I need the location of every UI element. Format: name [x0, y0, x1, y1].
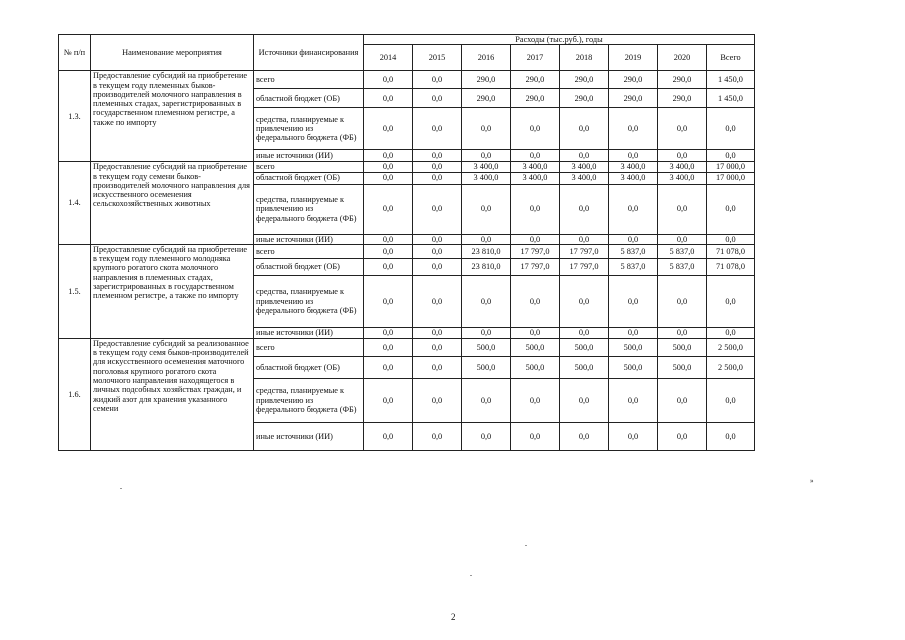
year-value: 0,0 [413, 244, 462, 258]
year-value: 0,0 [413, 258, 462, 275]
year-value: 0,0 [609, 327, 658, 338]
total-value: 0,0 [707, 275, 755, 327]
year-value: 0,0 [413, 108, 462, 150]
year-value: 500,0 [560, 356, 609, 378]
year-value: 0,0 [609, 234, 658, 244]
total-value: 1 450,0 [707, 89, 755, 108]
header-year: 2018 [560, 45, 609, 71]
year-value: 0,0 [658, 327, 707, 338]
year-value: 0,0 [413, 356, 462, 378]
funding-source: средства, планируемые к привлечению из федерального бюджета (ФБ) [254, 378, 364, 422]
year-value: 0,0 [658, 422, 707, 450]
page-number: 2 [451, 612, 456, 622]
funding-source: иные источники (ИИ) [254, 234, 364, 244]
total-value: 2 500,0 [707, 338, 755, 356]
year-value: 3 400,0 [609, 162, 658, 172]
scan-speck [120, 488, 122, 489]
total-value: 71 078,0 [707, 258, 755, 275]
funding-source: средства, планируемые к привлечению из федерального бюджета (ФБ) [254, 184, 364, 234]
year-value: 0,0 [413, 422, 462, 450]
year-value: 0,0 [413, 378, 462, 422]
year-value: 5 837,0 [609, 244, 658, 258]
table-row [59, 338, 755, 356]
year-value: 500,0 [658, 356, 707, 378]
funding-source: иные источники (ИИ) [254, 327, 364, 338]
budget-table [58, 34, 755, 451]
year-value: 500,0 [511, 356, 560, 378]
year-value: 0,0 [364, 244, 413, 258]
year-value: 17 797,0 [560, 244, 609, 258]
year-value: 0,0 [560, 378, 609, 422]
table-row [59, 71, 755, 89]
year-value: 0,0 [511, 327, 560, 338]
year-value: 0,0 [364, 258, 413, 275]
scan-speck [470, 575, 472, 576]
year-value: 17 797,0 [511, 244, 560, 258]
year-value: 0,0 [364, 275, 413, 327]
year-value: 0,0 [511, 234, 560, 244]
header-year: 2016 [462, 45, 511, 71]
header-year: 2020 [658, 45, 707, 71]
year-value: 500,0 [560, 338, 609, 356]
item-name: Предоставление субсидий на приобретение в текущем году семени быков-производителей молочного направления для искусственного осеменения сельскохозяйственных животных [91, 162, 254, 245]
funding-source: всего [254, 244, 364, 258]
year-value: 0,0 [364, 71, 413, 89]
total-value: 0,0 [707, 378, 755, 422]
header-source: Источники финансирования [254, 35, 364, 71]
year-value: 0,0 [462, 378, 511, 422]
year-value: 0,0 [658, 108, 707, 150]
year-value: 3 400,0 [462, 162, 511, 172]
year-value: 23 810,0 [462, 258, 511, 275]
year-value: 0,0 [609, 150, 658, 162]
year-value: 0,0 [364, 327, 413, 338]
year-value: 17 797,0 [560, 258, 609, 275]
year-value: 0,0 [413, 327, 462, 338]
year-value: 0,0 [364, 162, 413, 172]
year-value: 0,0 [658, 378, 707, 422]
year-value: 290,0 [658, 71, 707, 89]
total-value: 17 000,0 [707, 172, 755, 184]
funding-source: всего [254, 338, 364, 356]
year-value: 0,0 [413, 71, 462, 89]
year-value: 0,0 [462, 327, 511, 338]
funding-source: областной бюджет (ОБ) [254, 172, 364, 184]
year-value: 5 837,0 [609, 258, 658, 275]
funding-source: средства, планируемые к привлечению из федерального бюджета (ФБ) [254, 275, 364, 327]
year-value: 0,0 [560, 108, 609, 150]
year-value: 0,0 [462, 150, 511, 162]
total-value: 0,0 [707, 234, 755, 244]
total-value: 0,0 [707, 150, 755, 162]
year-value: 0,0 [364, 108, 413, 150]
year-value: 0,0 [511, 422, 560, 450]
funding-source: областной бюджет (ОБ) [254, 258, 364, 275]
header-name: Наименование мероприятия [91, 35, 254, 71]
year-value: 500,0 [462, 356, 511, 378]
year-value: 500,0 [462, 338, 511, 356]
header-year: 2017 [511, 45, 560, 71]
header-total: Всего [707, 45, 755, 71]
year-value: 0,0 [364, 378, 413, 422]
year-value: 0,0 [511, 150, 560, 162]
header-expenses: Расходы (тыс.руб.), годы [364, 35, 755, 45]
year-value: 500,0 [609, 338, 658, 356]
year-value: 0,0 [462, 184, 511, 234]
table-row [59, 244, 755, 258]
year-value: 0,0 [560, 150, 609, 162]
year-value: 0,0 [658, 184, 707, 234]
year-value: 3 400,0 [560, 162, 609, 172]
year-value: 0,0 [462, 422, 511, 450]
year-value: 290,0 [511, 71, 560, 89]
year-value: 0,0 [364, 422, 413, 450]
total-value: 0,0 [707, 108, 755, 150]
year-value: 0,0 [609, 108, 658, 150]
total-value: 1 450,0 [707, 71, 755, 89]
side-mark: » [810, 477, 814, 485]
funding-source: иные источники (ИИ) [254, 150, 364, 162]
item-number: 1.6. [59, 338, 91, 450]
header-year: 2014 [364, 45, 413, 71]
total-value: 0,0 [707, 184, 755, 234]
header-year: 2015 [413, 45, 462, 71]
year-value: 5 837,0 [658, 244, 707, 258]
item-number: 1.4. [59, 162, 91, 245]
year-value: 0,0 [609, 422, 658, 450]
year-value: 0,0 [511, 378, 560, 422]
year-value: 0,0 [364, 234, 413, 244]
year-value: 17 797,0 [511, 258, 560, 275]
year-value: 0,0 [364, 338, 413, 356]
year-value: 3 400,0 [658, 162, 707, 172]
year-value: 0,0 [364, 184, 413, 234]
year-value: 3 400,0 [511, 162, 560, 172]
item-number: 1.5. [59, 244, 91, 338]
funding-source: областной бюджет (ОБ) [254, 356, 364, 378]
item-name: Предоставление субсидий на приобретение в текущем году племенных быков-производителей молочного направления в племенных стадах, зарегистрированных в государственном племенном регистре, а также по импорту [91, 71, 254, 162]
total-value: 0,0 [707, 422, 755, 450]
scan-speck [525, 545, 527, 546]
year-value: 290,0 [462, 71, 511, 89]
year-value: 0,0 [364, 172, 413, 184]
year-value: 0,0 [658, 275, 707, 327]
year-value: 0,0 [511, 275, 560, 327]
year-value: 0,0 [560, 184, 609, 234]
year-value: 0,0 [462, 108, 511, 150]
header-num: № п/п [59, 35, 91, 71]
year-value: 0,0 [560, 422, 609, 450]
year-value: 290,0 [658, 89, 707, 108]
year-value: 23 810,0 [462, 244, 511, 258]
year-value: 3 400,0 [511, 172, 560, 184]
table-row [59, 162, 755, 172]
funding-source: всего [254, 162, 364, 172]
year-value: 0,0 [511, 184, 560, 234]
total-value: 17 000,0 [707, 162, 755, 172]
year-value: 3 400,0 [462, 172, 511, 184]
total-value: 71 078,0 [707, 244, 755, 258]
item-name: Предоставление субсидий на приобретение в текущем году племенного молодняка крупного рогатого скота молочного направления в племенных стадах, зарегистрированных в государственном племенном регистре, а также по импорту [91, 244, 254, 338]
funding-source: иные источники (ИИ) [254, 422, 364, 450]
total-value: 2 500,0 [707, 356, 755, 378]
year-value: 290,0 [609, 71, 658, 89]
year-value: 0,0 [609, 184, 658, 234]
year-value: 0,0 [413, 162, 462, 172]
year-value: 0,0 [364, 150, 413, 162]
item-name: Предоставление субсидий за реализованное в текущем году семя быков-производителей для искусственного осеменения маточного поголовья крупного рогатого скота молочного направления находящегося в личных подсобных хозяйствах граждан, и жидкий азот для хранения указанного семени [91, 338, 254, 450]
year-value: 0,0 [364, 356, 413, 378]
year-value: 3 400,0 [609, 172, 658, 184]
year-value: 3 400,0 [560, 172, 609, 184]
year-value: 0,0 [560, 275, 609, 327]
year-value: 0,0 [364, 89, 413, 108]
year-value: 500,0 [609, 356, 658, 378]
year-value: 0,0 [413, 338, 462, 356]
year-value: 0,0 [658, 234, 707, 244]
year-value: 0,0 [413, 150, 462, 162]
year-value: 0,0 [413, 275, 462, 327]
year-value: 500,0 [658, 338, 707, 356]
year-value: 0,0 [609, 275, 658, 327]
year-value: 0,0 [462, 234, 511, 244]
item-number: 1.3. [59, 71, 91, 162]
funding-source: областной бюджет (ОБ) [254, 89, 364, 108]
year-value: 500,0 [511, 338, 560, 356]
year-value: 0,0 [413, 184, 462, 234]
year-value: 290,0 [560, 89, 609, 108]
year-value: 0,0 [658, 150, 707, 162]
total-value: 0,0 [707, 327, 755, 338]
year-value: 290,0 [560, 71, 609, 89]
funding-source: всего [254, 71, 364, 89]
year-value: 3 400,0 [658, 172, 707, 184]
year-value: 0,0 [413, 234, 462, 244]
header-year: 2019 [609, 45, 658, 71]
year-value: 0,0 [560, 327, 609, 338]
year-value: 5 837,0 [658, 258, 707, 275]
year-value: 290,0 [609, 89, 658, 108]
year-value: 0,0 [609, 378, 658, 422]
year-value: 0,0 [511, 108, 560, 150]
year-value: 0,0 [462, 275, 511, 327]
year-value: 0,0 [560, 234, 609, 244]
year-value: 290,0 [462, 89, 511, 108]
year-value: 0,0 [413, 89, 462, 108]
funding-source: средства, планируемые к привлечению из федерального бюджета (ФБ) [254, 108, 364, 150]
year-value: 0,0 [413, 172, 462, 184]
year-value: 290,0 [511, 89, 560, 108]
